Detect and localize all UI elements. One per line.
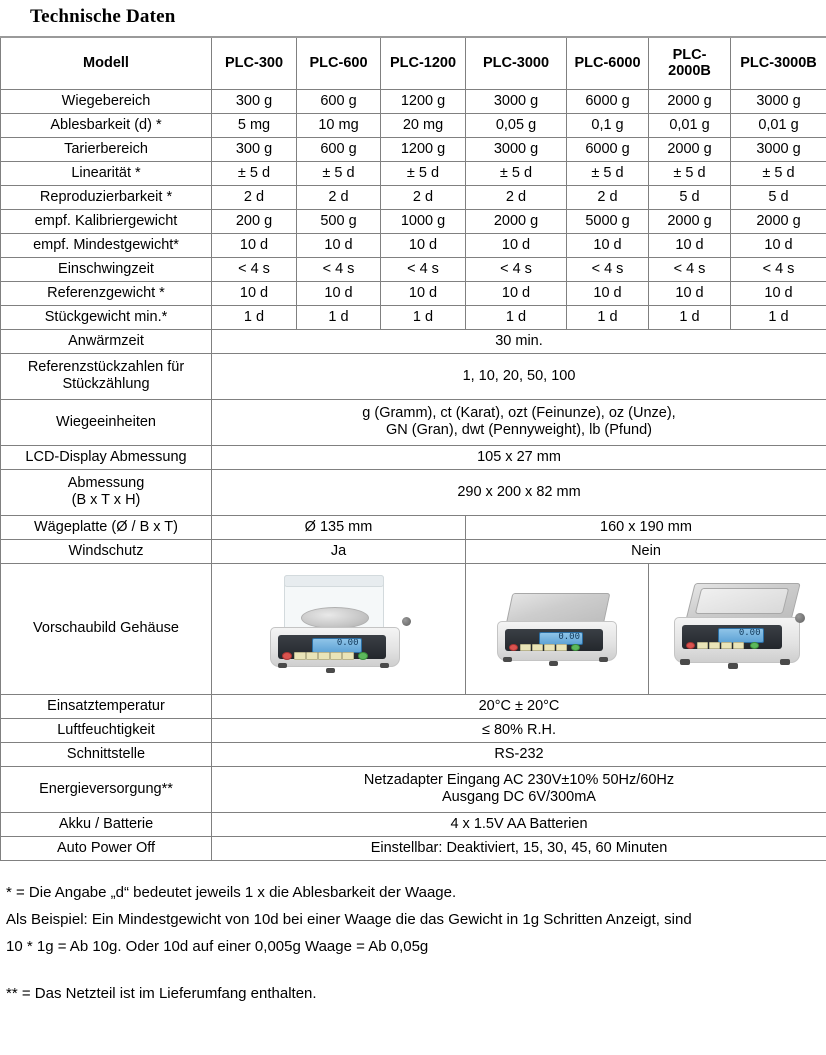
table-row bbox=[1, 89, 826, 113]
cell: 0,1 g bbox=[567, 113, 649, 137]
table-row bbox=[1, 209, 826, 233]
cell: 10 d bbox=[649, 281, 731, 305]
table-row-abmessung bbox=[1, 469, 826, 515]
row-label: empf. Mindestgewicht* bbox=[1, 233, 212, 257]
cell: 1 d bbox=[567, 305, 649, 329]
row-label-line1: Referenzstückzahlen für bbox=[27, 359, 185, 376]
table-row-schnittstelle bbox=[1, 742, 826, 766]
cell-span-left: Ja bbox=[212, 539, 466, 563]
row-label-line2: (B x T x H) bbox=[71, 492, 141, 508]
row-label: Reproduzierbarkeit * bbox=[1, 185, 212, 209]
table-row bbox=[1, 257, 826, 281]
cell: 500 g bbox=[297, 209, 381, 233]
table-row bbox=[1, 161, 826, 185]
cell: 0,01 g bbox=[731, 113, 826, 137]
cell-span: 4 x 1.5V AA Batterien bbox=[212, 812, 826, 836]
cell: 1 d bbox=[466, 305, 567, 329]
cell: 10 d bbox=[731, 233, 826, 257]
table-row-energieversorgung bbox=[1, 766, 826, 812]
footnote-line-4: ** = Das Netzteil ist im Lieferumfang enthalten. bbox=[6, 984, 317, 1002]
table-row-einsatztemperatur bbox=[1, 694, 826, 718]
cell: 3000 g bbox=[466, 137, 567, 161]
cell: 2000 g bbox=[466, 209, 567, 233]
header-model-6: PLC-2000B bbox=[649, 37, 731, 89]
row-label: Wägeplatte (Ø / B x T) bbox=[1, 515, 212, 539]
header-model-7: PLC-3000B bbox=[731, 37, 826, 89]
cell: 2 d bbox=[567, 185, 649, 209]
cell: < 4 s bbox=[466, 257, 567, 281]
cell: 1 d bbox=[212, 305, 297, 329]
row-label: Ablesbarkeit (d) * bbox=[1, 113, 212, 137]
row-label bbox=[1, 469, 212, 515]
cell: ± 5 d bbox=[466, 161, 567, 185]
header-model-2: PLC-600 bbox=[297, 37, 381, 89]
row-label: empf. Kalibriergewicht bbox=[1, 209, 212, 233]
cell: 2000 g bbox=[731, 209, 826, 233]
cell: < 4 s bbox=[649, 257, 731, 281]
cell: 2 d bbox=[212, 185, 297, 209]
footnotes bbox=[0, 879, 826, 1007]
cell: < 4 s bbox=[212, 257, 297, 281]
row-label: Tarierbereich bbox=[1, 137, 212, 161]
cell: ± 5 d bbox=[731, 161, 826, 185]
cell-span: 105 x 27 mm bbox=[212, 445, 826, 469]
cell: 1200 g bbox=[381, 89, 466, 113]
cell: 5 d bbox=[649, 185, 731, 209]
table-row-windschutz bbox=[1, 539, 826, 563]
cell: ± 5 d bbox=[381, 161, 466, 185]
table-row-lcd-display bbox=[1, 445, 826, 469]
header-model-3: PLC-1200 bbox=[381, 37, 466, 89]
cell: 2000 g bbox=[649, 89, 731, 113]
cell-span: 1, 10, 20, 50, 100 bbox=[212, 353, 826, 399]
header-label: Modell bbox=[1, 37, 212, 89]
table-row-akku bbox=[1, 812, 826, 836]
cell: ± 5 d bbox=[649, 161, 731, 185]
cell: 10 d bbox=[567, 233, 649, 257]
cell: 2 d bbox=[466, 185, 567, 209]
cell-line2: Ausgang DC 6V/300mA bbox=[442, 789, 596, 805]
product-image-cell-3 bbox=[649, 563, 826, 694]
cell: 2 d bbox=[297, 185, 381, 209]
cell-span: 290 x 200 x 82 mm bbox=[212, 469, 826, 515]
cell: 600 g bbox=[297, 137, 381, 161]
scale-square-pan-photo: 0.00 bbox=[466, 564, 648, 694]
cell-span bbox=[212, 399, 826, 445]
cell: 10 d bbox=[212, 233, 297, 257]
row-label: Anwärmzeit bbox=[1, 329, 212, 353]
row-label: Wiegebereich bbox=[1, 89, 212, 113]
cell: < 4 s bbox=[297, 257, 381, 281]
table-row-luftfeuchtigkeit bbox=[1, 718, 826, 742]
cell: 3000 g bbox=[466, 89, 567, 113]
cell: 300 g bbox=[212, 89, 297, 113]
cell-span bbox=[212, 766, 826, 812]
table-row bbox=[1, 113, 826, 137]
cell-span: 30 min. bbox=[212, 329, 826, 353]
row-label: Energieversorgung** bbox=[1, 766, 212, 812]
cell-span-right: 160 x 190 mm bbox=[466, 515, 826, 539]
cell: 10 d bbox=[731, 281, 826, 305]
footnote-line-2: Als Beispiel: Ein Mindestgewicht von 10d bei einer Waage die das Gewicht in 1g Schritten Anzeigt, sind bbox=[6, 910, 692, 928]
table-row bbox=[1, 185, 826, 209]
cell: 600 g bbox=[297, 89, 381, 113]
cell: ± 5 d bbox=[212, 161, 297, 185]
header-model-1: PLC-300 bbox=[212, 37, 297, 89]
cell: 5000 g bbox=[567, 209, 649, 233]
cell: 2000 g bbox=[649, 209, 731, 233]
table-row bbox=[1, 233, 826, 257]
row-label: Schnittstelle bbox=[1, 742, 212, 766]
table-row bbox=[1, 281, 826, 305]
cell: 20 mg bbox=[381, 113, 466, 137]
cell: 1 d bbox=[731, 305, 826, 329]
scale-with-windshield-photo: 0.00 bbox=[212, 564, 465, 694]
header-model-5: PLC-6000 bbox=[567, 37, 649, 89]
cell: 1000 g bbox=[381, 209, 466, 233]
row-label: Vorschaubild Gehäuse bbox=[1, 563, 212, 694]
cell: 10 d bbox=[381, 233, 466, 257]
row-label: Wiegeeinheiten bbox=[1, 399, 212, 445]
scale-large-pan-photo: 0.00 bbox=[649, 564, 826, 694]
table-row-waegeplatte bbox=[1, 515, 826, 539]
cell: 300 g bbox=[212, 137, 297, 161]
cell: < 4 s bbox=[381, 257, 466, 281]
cell-span: RS-232 bbox=[212, 742, 826, 766]
table-row bbox=[1, 137, 826, 161]
table-row-anwaermzeit bbox=[1, 329, 826, 353]
table-row-wiegeeinheiten bbox=[1, 399, 826, 445]
technical-data-table bbox=[0, 36, 826, 861]
cell-span-left: Ø 135 mm bbox=[212, 515, 466, 539]
row-label: Luftfeuchtigkeit bbox=[1, 718, 212, 742]
table-row-referenzstueckzahlen bbox=[1, 353, 826, 399]
cell-span-right: Nein bbox=[466, 539, 826, 563]
cell: 0,05 g bbox=[466, 113, 567, 137]
footnote-line-1: * = Die Angabe „d“ bedeutet jeweils 1 x die Ablesbarkeit der Waage. bbox=[6, 883, 457, 901]
cell: 1200 g bbox=[381, 137, 466, 161]
cell-line2: GN (Gran), dwt (Pennyweight), lb (Pfund) bbox=[386, 422, 652, 438]
footnote-line-3: 10 * 1g = Ab 10g. Oder 10d auf einer 0,005g Waage = Ab 0,05g bbox=[6, 937, 429, 955]
cell: 3000 g bbox=[731, 89, 826, 113]
cell-line1: Netzadapter Eingang AC 230V±10% 50Hz/60Hz bbox=[363, 772, 675, 789]
row-label: Stückgewicht min.* bbox=[1, 305, 212, 329]
table-header-row bbox=[1, 37, 826, 89]
cell-line1: g (Gramm), ct (Karat), ozt (Feinunze), oz (Unze), bbox=[362, 405, 676, 422]
header-model-4: PLC-3000 bbox=[466, 37, 567, 89]
product-image-cell-2 bbox=[466, 563, 649, 694]
cell: ± 5 d bbox=[297, 161, 381, 185]
cell: 10 d bbox=[297, 233, 381, 257]
cell: 5 d bbox=[731, 185, 826, 209]
cell: ± 5 d bbox=[567, 161, 649, 185]
cell: 200 g bbox=[212, 209, 297, 233]
cell-span: ≤ 80% R.H. bbox=[212, 718, 826, 742]
cell-span: Einstellbar: Deaktiviert, 15, 30, 45, 60 Minuten bbox=[212, 836, 826, 860]
cell: < 4 s bbox=[731, 257, 826, 281]
cell: 6000 g bbox=[567, 89, 649, 113]
cell: 10 d bbox=[649, 233, 731, 257]
row-label-line2: Stückzählung bbox=[62, 376, 150, 392]
cell: 2000 g bbox=[649, 137, 731, 161]
row-label: Windschutz bbox=[1, 539, 212, 563]
cell: 10 mg bbox=[297, 113, 381, 137]
row-label: LCD-Display Abmessung bbox=[1, 445, 212, 469]
cell: 10 d bbox=[212, 281, 297, 305]
cell: 10 d bbox=[466, 233, 567, 257]
cell: 5 mg bbox=[212, 113, 297, 137]
cell: 3000 g bbox=[731, 137, 826, 161]
cell: 1 d bbox=[381, 305, 466, 329]
cell: 1 d bbox=[297, 305, 381, 329]
row-label: Akku / Batterie bbox=[1, 812, 212, 836]
cell: < 4 s bbox=[567, 257, 649, 281]
row-label: Einsatztemperatur bbox=[1, 694, 212, 718]
page-title: Technische Daten bbox=[30, 6, 176, 27]
table-row-vorschaubild bbox=[1, 563, 826, 694]
table-row-auto-power-off bbox=[1, 836, 826, 860]
row-label: Auto Power Off bbox=[1, 836, 212, 860]
cell: 2 d bbox=[381, 185, 466, 209]
cell: 0,01 g bbox=[649, 113, 731, 137]
footnote-spacer bbox=[6, 960, 812, 980]
row-label: Linearität * bbox=[1, 161, 212, 185]
cell: 10 d bbox=[297, 281, 381, 305]
table-row bbox=[1, 305, 826, 329]
cell: 1 d bbox=[649, 305, 731, 329]
row-label: Einschwingzeit bbox=[1, 257, 212, 281]
cell: 10 d bbox=[381, 281, 466, 305]
row-label bbox=[1, 353, 212, 399]
cell: 10 d bbox=[567, 281, 649, 305]
cell-span: 20°C ± 20°C bbox=[212, 694, 826, 718]
cell: 6000 g bbox=[567, 137, 649, 161]
cell: 10 d bbox=[466, 281, 567, 305]
product-image-cell-1 bbox=[212, 563, 466, 694]
row-label: Referenzgewicht * bbox=[1, 281, 212, 305]
row-label-line1: Abmessung bbox=[67, 475, 145, 492]
